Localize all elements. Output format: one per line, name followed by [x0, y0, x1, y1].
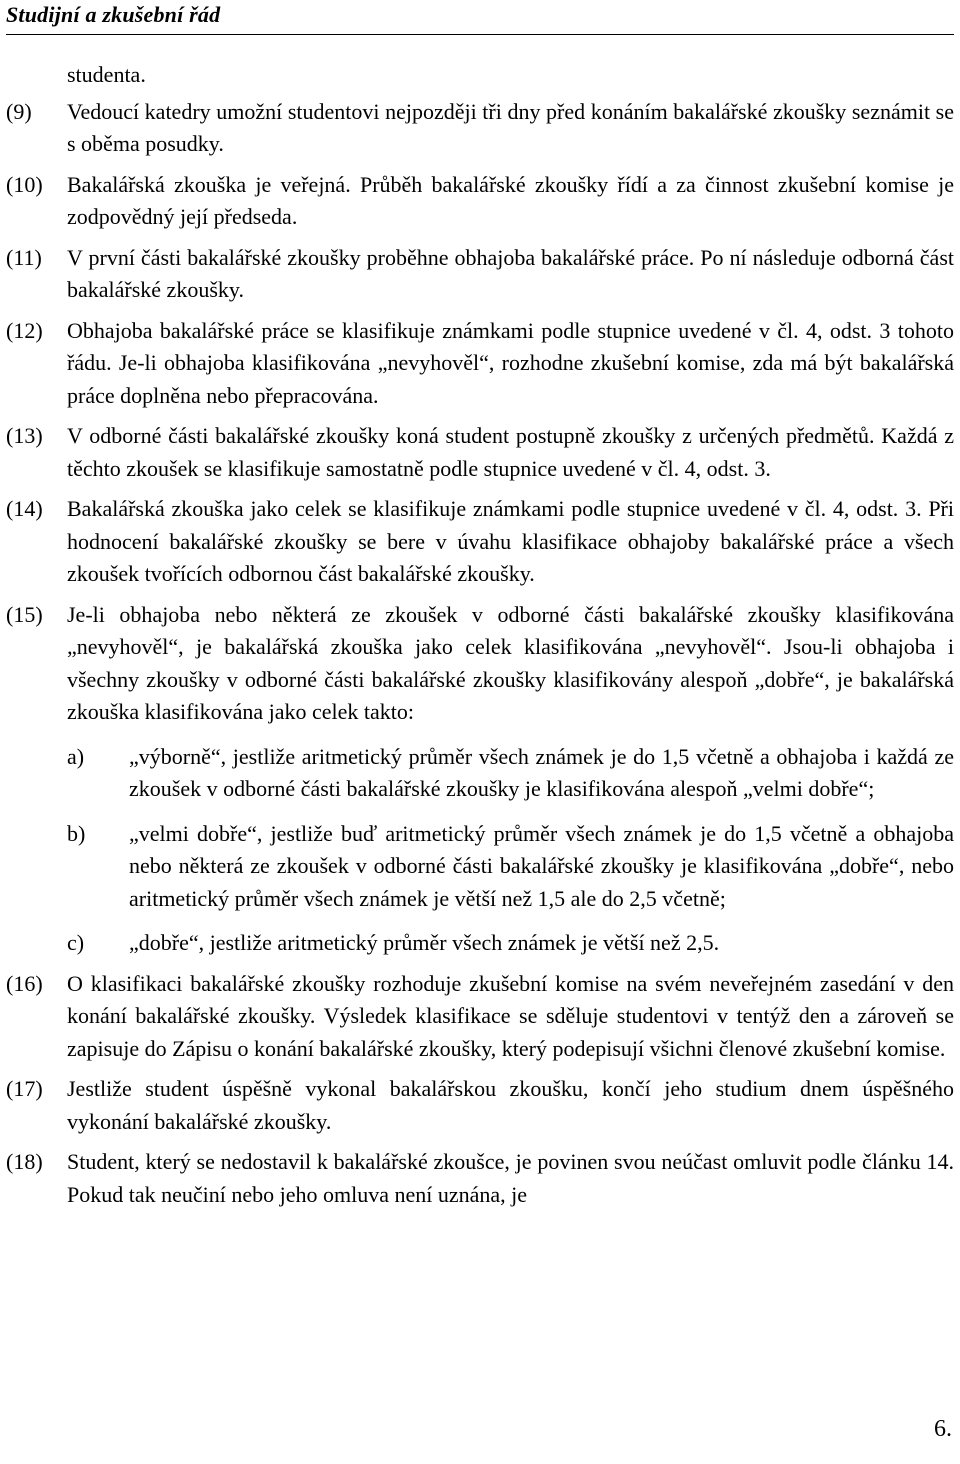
paragraph-text: Vedoucí katedry umožní studentovi nejpozději tři dny před konáním bakalářské zkoušky seznámit se s oběma posudky. — [67, 98, 954, 156]
list-item-text: „velmi dobře“, jestliže buď aritmetický průměr všech známek je do 1,5 včetně a obhajoba nebo některá ze zkoušek v odborné části bakalářské zkoušky je klasifikována „dobře“, nebo aritmetický průměr všech známek je větší než 1,5 ale do 2,5 včetně; — [129, 820, 954, 911]
paragraph-text: Jestliže student úspěšně vykonal bakalářskou zkoušku, končí jeho studium dnem úspěšného vykonání bakalářské zkoušky. — [67, 1076, 954, 1134]
paragraph-text: Obhajoba bakalářské práce se klasifikuje známkami podle stupnice uvedené v čl. 4, odst. 3 tohoto řádu. Je-li obhajoba klasifikována „nevyhověl“, rozhodne zkušební komise, zda má být bakalářská práce doplněna nebo přepracována. — [67, 317, 954, 408]
paragraph-13 — [6, 420, 954, 485]
paragraph-text: O klasifikaci bakalářské zkoušky rozhoduje zkušební komise na svém neveřejném zasedání v den konání bakalářské zkoušky. Výsledek klasifikace se sděluje studentovi v tentýž den a zároveň se zapisuje do Zápisu o konání bakalářské zkoušky, který podepisují všichni členové zkušební komise. — [67, 970, 954, 1061]
list-item-marker: a) — [67, 743, 85, 769]
document-title: Studijní a zkušební řád — [6, 2, 221, 27]
paragraph-number: (12) — [6, 317, 43, 343]
paragraph-number: (13) — [6, 423, 43, 448]
paragraph-number: (18) — [6, 1149, 43, 1174]
list-item-marker: b) — [67, 820, 86, 846]
list-item-marker: c) — [67, 930, 85, 955]
list-item-text: „výborně“, jestliže aritmetický průměr všech známek je do 1,5 včetně a obhajoba i každá ze zkoušek v odborné části bakalářské zkoušky je klasifikována alespoň „velmi dobře“; — [129, 743, 954, 801]
document-body — [6, 59, 954, 1219]
paragraph-number — [6, 59, 67, 92]
paragraph-15 — [6, 599, 954, 960]
paragraph-17 — [6, 1073, 954, 1138]
paragraph-number: (17) — [6, 1076, 43, 1101]
paragraph-number: (11) — [6, 244, 42, 270]
paragraph-text: Student, který se nedostavil k bakalářské zkoušce, je povinen svou neúčast omluvit podle článku 14. Pokud tak neučiní nebo jeho omluva není uznána, je — [67, 1149, 954, 1207]
paragraph-number: (15) — [6, 601, 43, 627]
paragraph-text: Bakalářská zkouška je veřejná. Průběh bakalářské zkoušky řídí a za činnost zkušební komise je zodpovědný její předseda. — [67, 171, 954, 229]
paragraph-10 — [6, 169, 954, 234]
paragraph-number: (9) — [6, 98, 32, 124]
paragraph-18 — [6, 1146, 954, 1211]
list-item — [67, 927, 954, 960]
paragraph-11 — [6, 242, 954, 307]
paragraph-text: V první části bakalářské zkoušky proběhne obhajoba bakalářské práce. Po ní následuje odborná část bakalářské zkoušky. — [67, 244, 954, 302]
paragraph-text: V odborné části bakalářské zkoušky koná student postupně zkoušky z určených předmětů. Každá z těchto zkoušek se klasifikuje samostatně podle stupnice uvedené v čl. 4, odst. 3. — [67, 423, 954, 481]
paragraph-number: (16) — [6, 970, 43, 996]
paragraph-text: studenta. — [67, 62, 146, 87]
list-item — [67, 818, 954, 916]
paragraph-continuation — [6, 59, 954, 92]
paragraph-number: (10) — [6, 171, 43, 197]
paragraph-14 — [6, 493, 954, 591]
page-number: 6. — [934, 1416, 952, 1442]
paragraph-number: (14) — [6, 496, 43, 521]
paragraph-16 — [6, 968, 954, 1066]
list-item-text: „dobře“, jestliže aritmetický průměr všech známek je větší než 2,5. — [129, 930, 720, 955]
page-header — [6, 0, 954, 35]
paragraph-9 — [6, 96, 954, 161]
paragraph-text: Bakalářská zkouška jako celek se klasifikuje známkami podle stupnice uvedené v čl. 4, odst. 3. Při hodnocení bakalářské zkoušky se bere v úvahu klasifikace obhajoby bakalářské práce a všech zkoušek tvořících odbornou část bakalářské zkoušky. — [67, 496, 954, 586]
list-item — [67, 741, 954, 806]
paragraph-12 — [6, 315, 954, 413]
paragraph-text: Je-li obhajoba nebo některá ze zkoušek v odborné části bakalářské zkoušky klasifikována „nevyhověl“, je bakalářská zkouška jako celek klasifikována „nevyhověl“. Jsou-li obhajoba i všechny zkoušky v odborné části bakalářské zkoušky klasifikovány alespoň „dobře“, je bakalářská zkouška klasifikována jako celek takto: — [67, 601, 954, 724]
